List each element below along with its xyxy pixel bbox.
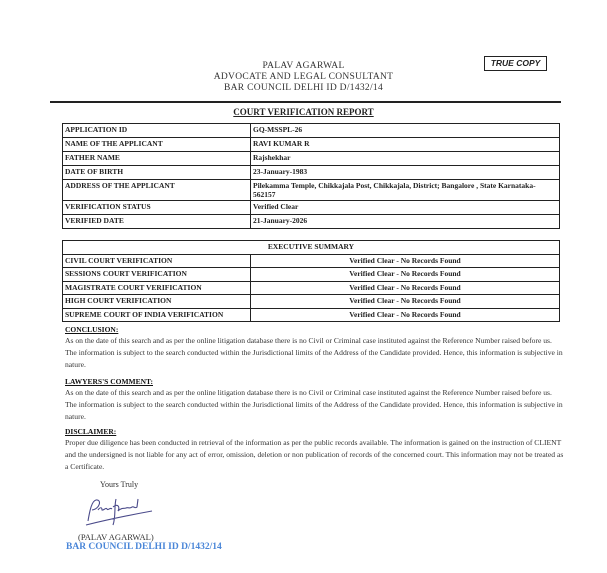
info-label: APPLICATION ID	[63, 124, 251, 138]
info-row	[63, 166, 560, 180]
info-row	[63, 152, 560, 166]
advocate-name: PALAV AGARWAL	[262, 61, 345, 71]
info-value: RAVI KUMAR R	[251, 138, 560, 152]
info-label: ADDRESS OF THE APPLICANT	[63, 180, 251, 201]
info-value: GQ-MSSPL-26	[251, 124, 560, 138]
summary-value: Verified Clear - No Records Found	[251, 295, 560, 309]
signatory-bar-id: BAR COUNCIL DELHI ID D/1432/14	[66, 542, 222, 552]
advocate-designation: ADVOCATE AND LEGAL CONSULTANT	[213, 72, 394, 82]
signature-image	[80, 495, 160, 529]
conclusion-text: As on the date of this search and as per the online litigation database there is no Civil or Criminal case instituted against the Reference Number raised before us. The information is subject to the search conducted within the Jurisdictional limits of the Address of the Candidate provided. Hence, this information is subjective in nature.	[65, 336, 563, 369]
summary-value: Verified Clear - No Records Found	[251, 254, 560, 268]
info-value: 23-January-1983	[251, 166, 560, 180]
summary-label: SUPREME COURT OF INDIA VERIFICATION	[63, 308, 251, 322]
info-row	[63, 138, 560, 152]
info-label: VERIFIED DATE	[63, 215, 251, 229]
true-copy-stamp: TRUE COPY	[484, 56, 547, 71]
executive-summary-table	[62, 240, 560, 322]
closing: Yours Truly	[100, 480, 139, 489]
lawyers-comment-section	[65, 376, 565, 423]
summary-row	[63, 268, 560, 282]
summary-label: CIVIL COURT VERIFICATION	[63, 254, 251, 268]
info-value: 21-January-2026	[251, 215, 560, 229]
info-label: FATHER NAME	[63, 152, 251, 166]
info-row	[63, 124, 560, 138]
info-label: NAME OF THE APPLICANT	[63, 138, 251, 152]
summary-label: MAGISTRATE COURT VERIFICATION	[63, 281, 251, 295]
summary-label: HIGH COURT VERIFICATION	[63, 295, 251, 309]
info-label: VERIFICATION STATUS	[63, 201, 251, 215]
info-value: Pilekamma Temple, Chikkajala Post, Chikkajala, District; Bangalore , State Karnataka-562157	[251, 180, 560, 201]
summary-value: Verified Clear - No Records Found	[251, 281, 560, 295]
disclaimer-text: Proper due diligence has been conducted in retrieval of the information as per the public records available. The information is gained on the instruction of CLIENT and the undersigned is not liable for any act of error, omission, deletion or non publication of records of the concerned court. This information may not be treated as a Certificate.	[65, 438, 564, 471]
header-divider	[50, 101, 561, 103]
info-row	[63, 201, 560, 215]
summary-row	[63, 254, 560, 268]
info-row	[63, 180, 560, 201]
summary-row	[63, 308, 560, 322]
conclusion-section	[65, 324, 565, 371]
disclaimer-section	[65, 426, 565, 473]
comment-text: As on the date of this search and as per the online litigation database there is no Civil or Criminal case instituted against the Reference Number raised before us. The information is subject to the search conducted within the Jurisdictional limits of the Address of the Candidate provided. Hence, this information is subjective in nature.	[65, 388, 563, 421]
info-value: Verified Clear	[251, 201, 560, 215]
disclaimer-title: DISCLAIMER:	[65, 427, 117, 436]
signatory-name: (PALAV AGARWAL)	[78, 532, 154, 542]
report-title: COURT VERIFICATION REPORT	[233, 107, 374, 117]
applicant-info-table	[62, 123, 560, 229]
comment-title: LAWYERS'S COMMENT:	[65, 377, 153, 386]
summary-value: Verified Clear - No Records Found	[251, 268, 560, 282]
info-value: Rajshekhar	[251, 152, 560, 166]
summary-label: SESSIONS COURT VERIFICATION	[63, 268, 251, 282]
advocate-bar-id: BAR COUNCIL DELHI ID D/1432/14	[223, 83, 384, 93]
info-label: DATE OF BIRTH	[63, 166, 251, 180]
summary-row	[63, 281, 560, 295]
summary-header-row	[63, 241, 560, 255]
summary-row	[63, 295, 560, 309]
summary-value: Verified Clear - No Records Found	[251, 308, 560, 322]
info-row	[63, 215, 560, 229]
conclusion-title: CONCLUSION:	[65, 325, 119, 334]
summary-heading: EXECUTIVE SUMMARY	[63, 241, 560, 255]
